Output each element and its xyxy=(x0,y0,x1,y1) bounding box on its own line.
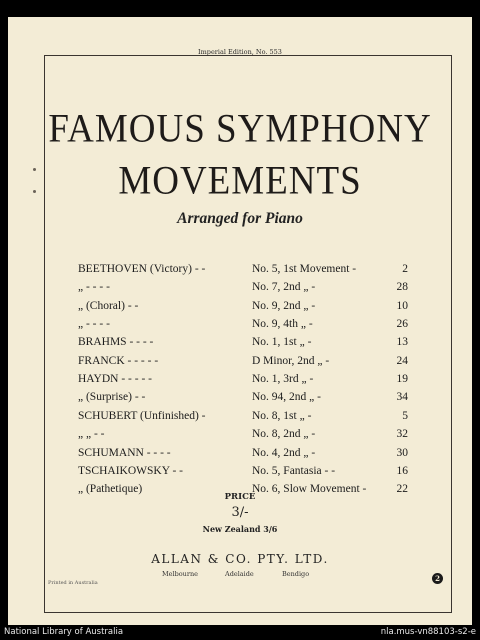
contents-page-number: 10 xyxy=(396,299,408,312)
price-label: PRICE xyxy=(224,492,256,502)
contents-work: No. 9, 2nd „ - xyxy=(252,299,316,312)
contents-page-number: 22 xyxy=(396,483,408,496)
contents-composer: „ - - - - xyxy=(78,281,110,294)
edition-number: Imperial Edition, No. 553 xyxy=(198,48,282,56)
contents-page-number: 16 xyxy=(396,464,408,477)
contents-row xyxy=(78,465,408,483)
footer-library-name: National Library of Australia xyxy=(4,627,124,637)
contents-row xyxy=(78,428,408,446)
city-bendigo: Bendigo xyxy=(282,570,310,578)
contents-row xyxy=(78,281,408,299)
contents-composer: SCHUBERT (Unfinished) - xyxy=(78,409,206,422)
contents-work: No. 94, 2nd „ - xyxy=(252,391,321,404)
contents-row xyxy=(78,263,408,281)
contents-work: No. 8, 2nd „ - xyxy=(252,428,316,441)
contents-composer: HAYDN - - - - - xyxy=(78,373,152,386)
contents-page-number: 2 xyxy=(402,263,408,275)
contents-work: No. 1, 3rd „ - xyxy=(252,373,314,386)
contents-work: No. 8, 1st „ - xyxy=(252,409,312,422)
printed-in-note: Printed in Australia xyxy=(48,580,98,586)
contents-work: No. 5, Fantasia - - xyxy=(252,464,336,477)
contents-page-number: 5 xyxy=(402,409,408,422)
contents-composer: „ „ - - xyxy=(78,428,105,441)
price-new-zealand: New Zealand 3/6 xyxy=(202,524,278,534)
city-melbourne: Melbourne xyxy=(162,570,198,578)
footer-record-id: nla.mus-vn88103-s2-e xyxy=(380,627,476,637)
contents-row xyxy=(78,410,408,428)
contents-composer: „ (Pathetique) xyxy=(78,483,143,496)
title-line-2: MOVEMENTS xyxy=(118,158,362,204)
contents-row xyxy=(78,391,408,409)
contents-row xyxy=(78,355,408,373)
contents-composer: BEETHOVEN (Victory) - - xyxy=(78,263,206,275)
contents-page-number: 13 xyxy=(396,336,408,349)
contents-composer: „ (Choral) - - xyxy=(78,299,139,312)
city-adelaide: Adelaide xyxy=(225,570,254,578)
contents-page-number: 19 xyxy=(396,373,408,386)
contents-page-number: 30 xyxy=(396,446,408,459)
subtitle: Arranged for Piano xyxy=(177,210,303,227)
contents-composer: SCHUMANN - - - - xyxy=(78,446,171,459)
contents-composer: „ - - - - xyxy=(78,318,110,331)
contents-page-number: 24 xyxy=(396,354,408,367)
publisher-name: ALLAN & CO. PTY. LTD. xyxy=(151,552,329,566)
contents-row xyxy=(78,373,408,391)
page-number-badge: 2 xyxy=(432,573,443,584)
contents-page-number: 26 xyxy=(396,318,408,331)
contents-page-number: 32 xyxy=(396,428,408,441)
contents-row xyxy=(78,318,408,336)
contents-work: No. 1, 1st „ - xyxy=(252,336,312,349)
contents-work: No. 4, 2nd „ - xyxy=(252,446,316,459)
contents-composer: BRAHMS - - - - xyxy=(78,336,154,349)
contents-work: No. 5, 1st Movement - xyxy=(252,263,357,275)
contents-composer: „ (Surprise) - - xyxy=(78,391,146,404)
contents-page-number: 28 xyxy=(396,281,408,294)
contents-page-number: 34 xyxy=(396,391,408,404)
contents-work: No. 7, 2nd „ - xyxy=(252,281,316,294)
contents-composer: FRANCK - - - - - xyxy=(78,354,159,367)
title-line-1: FAMOUS SYMPHONY xyxy=(48,106,432,152)
contents-row xyxy=(78,447,408,465)
contents-work: No. 6, Slow Movement - xyxy=(252,483,367,496)
contents-work: No. 9, 4th „ - xyxy=(252,318,313,331)
contents-row xyxy=(78,300,408,318)
contents-work: D Minor, 2nd „ - xyxy=(252,354,330,367)
contents-row xyxy=(78,336,408,354)
contents-composer: TSCHAIKOWSKY - - xyxy=(78,464,183,477)
price-value: 3/- xyxy=(231,505,249,520)
